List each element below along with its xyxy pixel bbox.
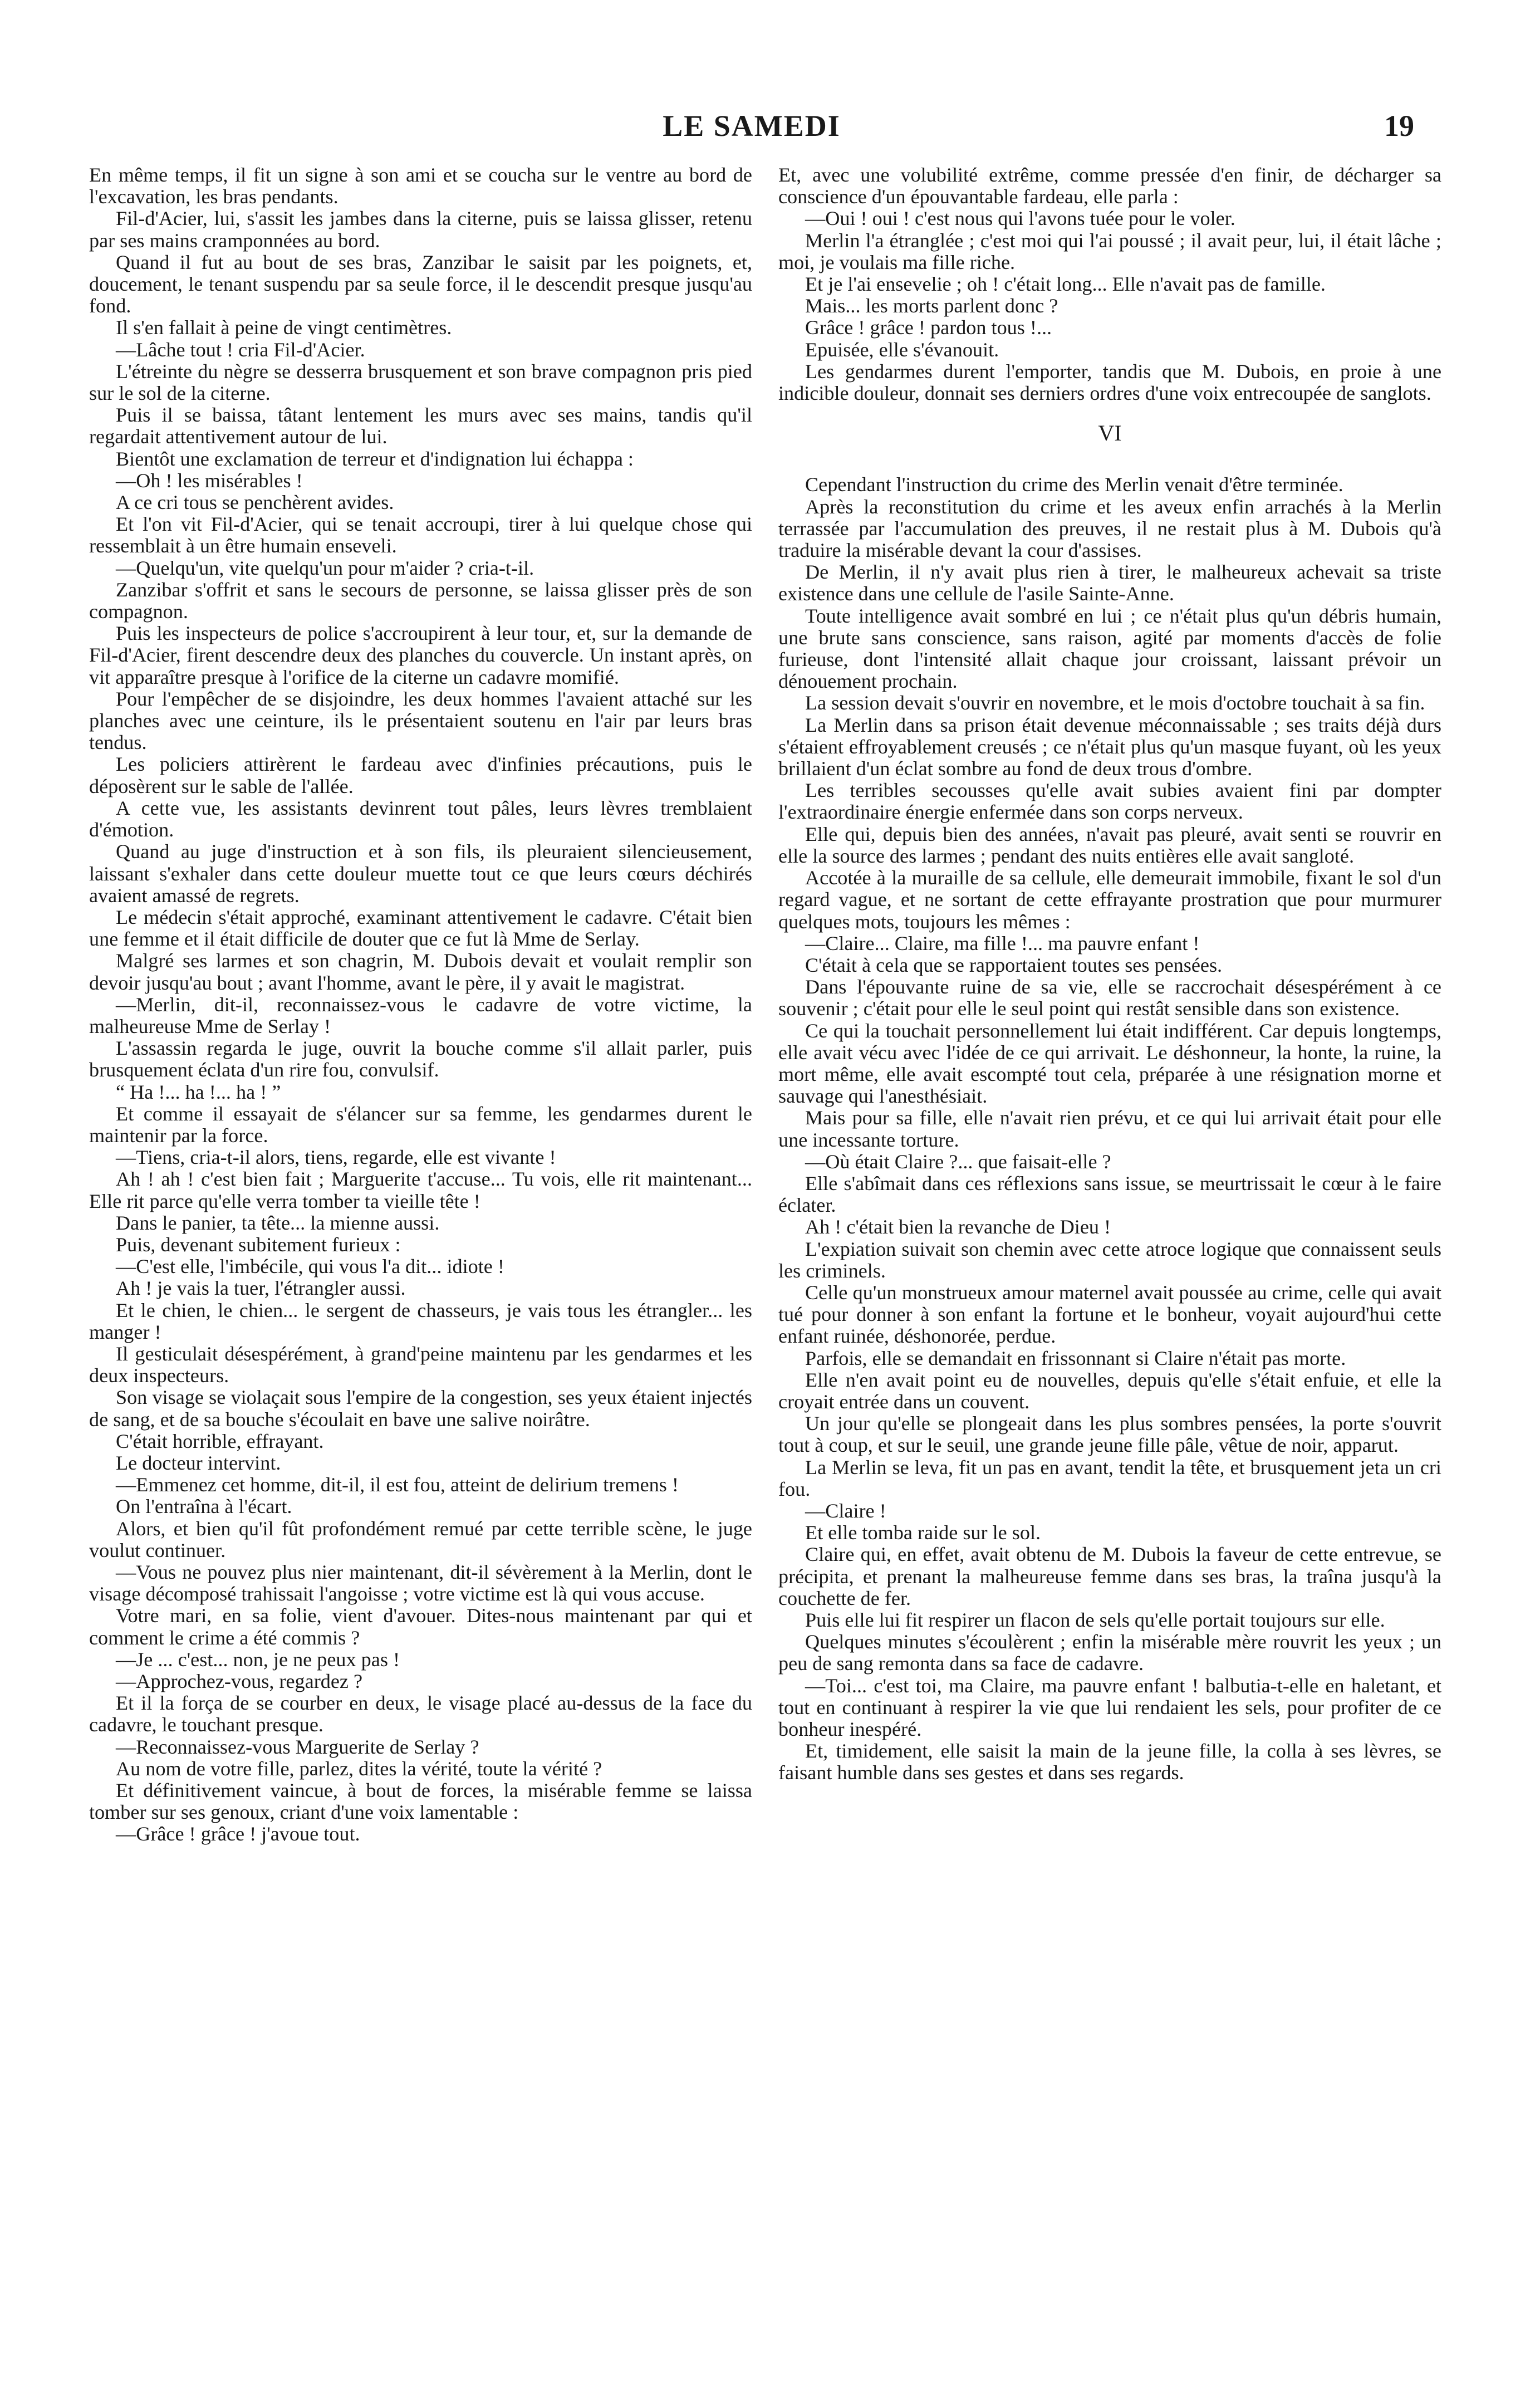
paragraph: La Merlin dans sa prison était devenue méconnaissable ; ses traits déjà durs s'étaient effroyablement creusés ; ce n'était plus qu'un masque fuyant, où les yeux brillaient d'un éclat sombre au fond de deux trous d'ombre.	[778, 713, 1441, 780]
paragraph: Grâce ! grâce ! pardon tous !...	[805, 316, 1052, 339]
paragraph: Accotée à la muraille de sa cellule, elle demeurait immobile, fixant le sol d'un regard vague, et ne sortant de cette effrayante prostration que pour murmurer quelques mots, toujours les mêmes :	[778, 867, 1441, 933]
paragraph: Malgré ses larmes et son chagrin, M. Dubois devait et voulait remplir son devoir jusqu'au bout ; avant l'homme, avant le père, il y avait le magistrat.	[89, 949, 752, 994]
paragraph: —Reconnaissez-vous Marguerite de Serlay ?	[116, 1735, 479, 1758]
paragraph: Et elle tomba raide sur le sol.	[805, 1521, 1041, 1544]
paragraph: Les gendarmes durent l'emporter, tandis que M. Dubois, en proie à une indicible douleur, donnait ses derniers ordres d'une voix entrecoupée de sanglots.	[778, 360, 1441, 405]
paragraph: De Merlin, il n'y avait plus rien à tirer, le malheureux achevait sa triste existence dans une cellule de l'asile Sainte-Anne.	[778, 561, 1441, 605]
paragraph: Et, avec une volubilité extrême, comme pressée d'en finir, de décharger sa conscience d'un épouvantable fardeau, elle parla :	[778, 164, 1441, 208]
paragraph: —Je ... c'est... non, je ne peux pas !	[116, 1648, 400, 1671]
paragraph: Alors, et bien qu'il fût profondément remué par cette terrible scène, le juge voulut continuer.	[89, 1517, 752, 1561]
paragraph: Dans le panier, ta tête... la mienne aussi.	[116, 1211, 440, 1234]
paragraph: L'expiation suivait son chemin avec cette atroce logique que connaissent seuls les criminels.	[778, 1237, 1441, 1282]
paragraph: “ Ha !... ha !... ha ! ”	[116, 1080, 281, 1103]
paragraph: —Claire !	[805, 1499, 886, 1522]
paragraph: Puis les inspecteurs de police s'accroupirent à leur tour, et, sur la demande de Fil-d'Acier, firent descendre deux des planches du couvercle. Un instant après, on vit apparaître presque à l'orifice de la citerne un cadavre momifié.	[89, 622, 752, 688]
paragraph: —Grâce ! grâce ! j'avoue tout.	[116, 1823, 360, 1845]
paragraph: Claire qui, en effet, avait obtenu de M. Dubois la faveur de cette entrevue, se précipita, et prenant la malheureuse femme dans ses bras, la traîna jusqu'à la couchette de fer.	[778, 1543, 1441, 1609]
paragraph: Et il la força de se courber en deux, le visage placé au-dessus de la face du cadavre, le touchant presque.	[89, 1692, 752, 1736]
paragraph: Votre mari, en sa folie, vient d'avouer. Dites-nous maintenant par qui et comment le crime a été commis ?	[89, 1604, 752, 1649]
page-number: 19	[1384, 109, 1414, 143]
right-column-top-text	[778, 164, 1441, 404]
paragraph: Son visage se violaçait sous l'empire de la congestion, ses yeux étaient injectés de sang, et de sa bouche s'écoulait en bave une salive noirâtre.	[89, 1386, 752, 1431]
paragraph: Cependant l'instruction du crime des Merlin venait d'être terminée.	[805, 473, 1343, 496]
paragraph: Quelques minutes s'écoulèrent ; enfin la misérable mère rouvrit les yeux ; un peu de sang remonta dans sa face de cadavre.	[778, 1631, 1441, 1675]
paragraph: —Où était Claire ?... que faisait-elle ?	[805, 1150, 1111, 1173]
paragraph: Puis il se baissa, tâtant lentement les murs avec ses mains, tandis qu'il regardait attentivement autour de lui.	[89, 404, 752, 448]
left-text-column	[89, 164, 752, 1845]
paragraph: —C'est elle, l'imbécile, qui vous l'a dit... idiote !	[116, 1255, 504, 1278]
paragraph: L'assassin regarda le juge, ouvrit la bouche comme s'il allait parler, puis brusquement éclata d'un rire fou, convulsif.	[89, 1037, 752, 1081]
paragraph: Puis, devenant subitement furieux :	[116, 1233, 401, 1256]
paragraph: A ce cri tous se penchèrent avides.	[116, 491, 394, 514]
paragraph: —Approchez-vous, regardez ?	[116, 1670, 363, 1693]
paragraph: Et le chien, le chien... le sergent de chasseurs, je vais tous les étrangler... les manger !	[89, 1299, 752, 1343]
paragraph: Un jour qu'elle se plongeait dans les plus sombres pensées, la porte s'ouvrit tout à coup, et sur le seuil, une grande jeune fille pâle, vêtue de noir, apparut.	[778, 1412, 1441, 1457]
running-head	[0, 109, 1540, 153]
paragraph: La Merlin se leva, fit un pas en avant, tendit la tête, et brusquement jeta un cri fou.	[778, 1456, 1441, 1500]
paragraph: Et définitivement vaincue, à bout de forces, la misérable femme se laissa tomber sur ses genoux, criant d'une voix lamentable :	[89, 1779, 752, 1824]
paragraph: C'était horrible, effrayant.	[116, 1430, 324, 1452]
paragraph: La session devait s'ouvrir en novembre, et le mois d'octobre touchait à sa fin.	[805, 692, 1425, 714]
paragraph: —Merlin, dit-il, reconnaissez-vous le cadavre de votre victime, la malheureuse Mme de Serlay !	[89, 993, 752, 1037]
paragraph: On l'entraîna à l'écart.	[116, 1495, 292, 1518]
paragraph: Dans l'épouvante ruine de sa vie, elle se raccrochait désespérément à ce souvenir ; c'était pour elle le seul point qui restât sensible dans son existence.	[778, 976, 1441, 1020]
paragraph: —Emmenez cet homme, dit-il, il est fou, atteint de delirium tremens !	[116, 1474, 679, 1496]
paragraph: —Oh ! les misérables !	[116, 469, 303, 492]
paragraph: Pour l'empêcher de se disjoindre, les deux hommes l'avaient attaché sur les planches avec une ceinture, ils le présentaient soutenu en l'air par leurs bras tendus.	[89, 687, 752, 754]
section-heading: VI	[1098, 420, 1122, 446]
paragraph: Elle qui, depuis bien des années, n'avait pas pleuré, avait senti se rouvrir en elle la source des larmes ; pendant des nuits entières elle avait sangloté.	[778, 823, 1441, 867]
paragraph: Il gesticulait désespérément, à grand'peine maintenu par les gendarmes et les deux inspecteurs.	[89, 1342, 752, 1387]
paragraph: L'étreinte du nègre se desserra brusquement et son brave compagnon pris pied sur le sol de la citerne.	[89, 360, 752, 405]
paragraph: En même temps, il fit un signe à son ami et se coucha sur le ventre au bord de l'excavation, les bras pendants.	[89, 164, 752, 208]
paragraph: Et, timidement, elle saisit la main de la jeune fille, la colla à ses lèvres, se faisant humble dans ses gestes et dans ses regards.	[778, 1740, 1441, 1784]
paragraph: Ah ! je vais la tuer, l'étrangler aussi.	[116, 1277, 406, 1300]
paragraph: —Toi... c'est toi, ma Claire, ma pauvre enfant ! balbutia-t-elle en haletant, et tout en continuant à respirer la vie que lui rendaient les sels, pour profiter de ce bonheur inespéré.	[778, 1674, 1441, 1741]
right-text-column	[778, 164, 1441, 1784]
paragraph: Elle s'abîmait dans ces réflexions sans issue, se meurtrissait le cœur à le faire éclater.	[778, 1172, 1441, 1217]
paragraph: Epuisée, elle s'évanouit.	[805, 338, 999, 361]
paragraph: —Lâche tout ! cria Fil-d'Acier.	[116, 338, 365, 361]
paragraph: Merlin l'a étranglée ; c'est moi qui l'ai poussé ; il avait peur, lui, il était lâche ; moi, je voulais ma fille riche.	[778, 229, 1441, 273]
paragraph: Celle qu'un monstrueux amour maternel avait poussée au crime, celle qui avait tué pour donner à son enfant la fortune et le bonheur, voyait aujourd'hui cette enfant ruinée, déshonorée, perdue.	[778, 1281, 1441, 1348]
paragraph: —Tiens, cria-t-il alors, tiens, regarde, elle est vivante !	[116, 1146, 556, 1169]
paragraph: Bientôt une exclamation de terreur et d'indignation lui échappa :	[116, 447, 634, 470]
paragraph: Les terribles secousses qu'elle avait subies avaient fini par dompter l'extraordinaire énergie enfermée dans son corps nerveux.	[778, 779, 1441, 824]
paragraph: Quand au juge d'instruction et à son fils, ils pleuraient silencieusement, laissant s'exhaler dans cette douleur muette tout ce que leurs cœurs déchirés avaient amassé de regrets.	[89, 840, 752, 907]
paragraph: Mais pour sa fille, elle n'avait rien prévu, et ce qui lui arrivait était pour elle une incessante torture.	[778, 1107, 1441, 1151]
paragraph: Parfois, elle se demandait en frissonnant si Claire n'était pas morte.	[805, 1347, 1346, 1369]
paragraph: —Oui ! oui ! c'est nous qui l'avons tuée pour le voler.	[805, 207, 1235, 230]
paragraph: —Vous ne pouvez plus nier maintenant, dit-il sévèrement à la Merlin, dont le visage décomposé trahissait l'angoisse ; votre victime est là qui vous accuse.	[89, 1561, 752, 1605]
paragraph: Puis elle lui fit respirer un flacon de sels qu'elle portait toujours sur elle.	[805, 1609, 1385, 1631]
paragraph: Et comme il essayait de s'élancer sur sa femme, les gendarmes durent le maintenir par la force.	[89, 1102, 752, 1147]
paragraph: A cette vue, les assistants devinrent tout pâles, leurs lèvres tremblaient d'émotion.	[89, 796, 752, 841]
right-column-bottom-text	[778, 474, 1441, 1784]
paragraph: Elle n'en avait point eu de nouvelles, depuis qu'elle s'était enfuie, et elle la croyait entrée dans un couvent.	[778, 1368, 1441, 1413]
paragraph: Et l'on vit Fil-d'Acier, qui se tenait accroupi, tirer à lui quelque chose qui ressemblait à un être humain enseveli.	[89, 513, 752, 557]
paragraph: Ce qui la touchait personnellement lui était indifférent. Car depuis longtemps, elle avait vécu avec l'idée de ce qui arrivait. Le déshonneur, la honte, la ruine, la mort même, elle avait escompté tout cela, préparée à une résignation morne et sauvage qui l'anesthésiait.	[778, 1019, 1441, 1108]
paragraph: Le docteur intervint.	[116, 1451, 281, 1474]
paragraph: Et je l'ai ensevelie ; oh ! c'était long... Elle n'avait pas de famille.	[805, 273, 1326, 296]
paragraph: Au nom de votre fille, parlez, dites la vérité, toute la vérité ?	[116, 1757, 602, 1780]
paragraph: Ah ! c'était bien la revanche de Dieu !	[805, 1216, 1111, 1238]
paragraph: Les policiers attirèrent le fardeau avec d'infinies précautions, puis le déposèrent sur le sable de l'allée.	[89, 753, 752, 797]
paragraph: Il s'en fallait à peine de vingt centimètres.	[116, 316, 452, 339]
publication-title: LE SAMEDI	[663, 109, 841, 143]
paragraph: Toute intelligence avait sombré en lui ; ce n'était plus qu'un débris humain, une brute sans conscience, sans raison, agité par moments d'accès de folie furieuse, dont l'intensité allait chaque jour croissant, laissant prévoir un dénouement prochain.	[778, 604, 1441, 693]
paragraph: Le médecin s'était approché, examinant attentivement le cadavre. C'était bien une femme et il était difficile de douter que ce fut là Mme de Serlay.	[89, 905, 752, 951]
paragraph: Quand il fut au bout de ses bras, Zanzibar le saisit par les poignets, et, doucement, le tenant suspendu par sa seule force, il le descendit presque jusqu'au fond.	[89, 251, 752, 317]
paragraph: Mais... les morts parlent donc ?	[805, 295, 1058, 317]
paragraph: Ah ! ah ! c'est bien fait ; Marguerite t'accuse... Tu vois, elle rit maintenant... Elle rit parce qu'elle verra tomber ta vieille tête !	[89, 1168, 752, 1212]
paragraph: Zanzibar s'offrit et sans le secours de personne, se laissa glisser près de son compagnon.	[89, 578, 752, 623]
paragraph: Fil-d'Acier, lui, s'assit les jambes dans la citerne, puis se laissa glisser, retenu par ses mains cramponnées au bord.	[89, 207, 752, 252]
paragraph: C'était à cela que se rapportaient toutes ses pensées.	[805, 953, 1223, 976]
paragraph: —Claire... Claire, ma fille !... ma pauvre enfant !	[805, 932, 1200, 954]
paragraph: —Quelqu'un, vite quelqu'un pour m'aider ? cria-t-il.	[116, 556, 534, 579]
paragraph: Après la reconstitution du crime et les aveux enfin arrachés à la Merlin terrassée par l'accumulation des preuves, il ne restait plus à M. Dubois qu'à traduire la misérable devant la cour d'assises.	[778, 495, 1441, 562]
